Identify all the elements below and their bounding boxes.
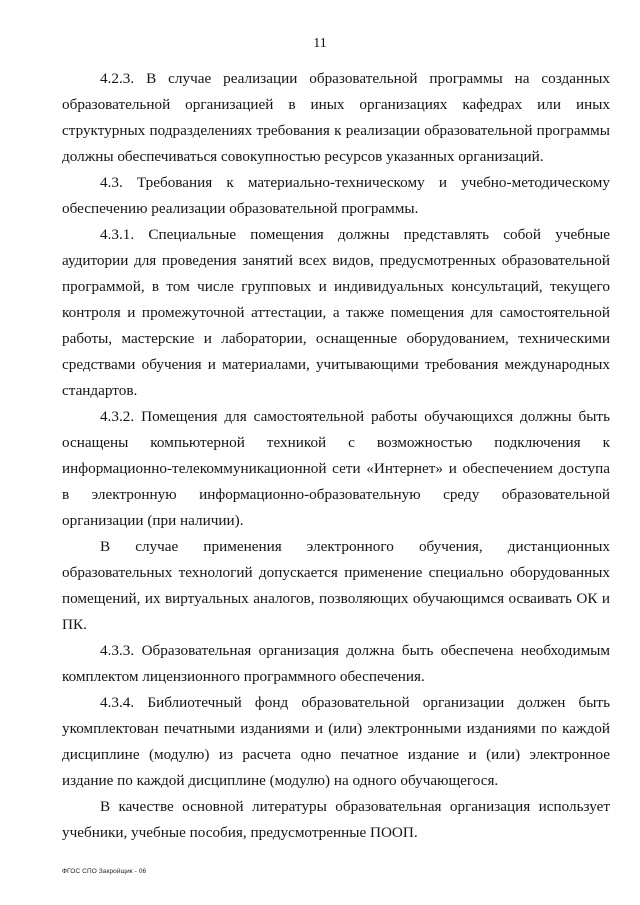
- paragraph-4-3-2: 4.3.2. Помещения для самостоятельной работы обучающихся должны быть оснащены компьютерной техникой с возможностью подключения к информационно-телекоммуникационной сети «Интернет» и обеспечением доступа в электронную информационно-образовательную среду образовательной организации (при наличии).: [62, 408, 610, 529]
- paragraph-4-3-3: 4.3.3. Образовательная организация должна быть обеспечена необходимым комплектом лицензионного программного обеспечения.: [62, 642, 610, 685]
- paragraph-4-2-3: 4.2.3. В случае реализации образовательной программы на созданных образовательной организацией в иных организациях кафедрах или иных структурных подразделениях требования к реализации образовательной программы должны обеспечиваться совокупностью ресурсов указанных организаций.: [62, 70, 610, 165]
- paragraph-electronic-learning: В случае применения электронного обучения, дистанционных образовательных технологий допускается применение специально оборудованных помещений, их виртуальных аналогов, позволяющих обучающимся осваивать ОК и ПК.: [62, 538, 610, 633]
- paragraph-main-literature: В качестве основной литературы образовательная организация использует учебники, учебные пособия, предусмотренные ПООП.: [62, 798, 610, 841]
- paragraph-4-3-1: 4.3.1. Специальные помещения должны представлять собой учебные аудитории для проведения занятий всех видов, предусмотренных образовательной программой, в том числе групповых и индивидуальных консультаций, текущего контроля и промежуточной аттестации, а также помещения для самостоятельной работы, мастерские и лаборатории, оснащенные оборудованием, техническими средствами обучения и материалами, учитывающими требования международных стандартов.: [62, 226, 610, 399]
- paragraph-4-3: 4.3. Требования к материально-техническому и учебно-методическому обеспечению реализации образовательной программы.: [62, 174, 610, 217]
- paragraph-4-3-4: 4.3.4. Библиотечный фонд образовательной организации должен быть укомплектован печатными изданиями и (или) электронными изданиями по каждой дисциплине (модулю) из расчета одно печатное издание и (или) электронное издание по каждой дисциплине (модулю) на одного обучающегося.: [62, 694, 610, 789]
- page-number: 11: [313, 36, 327, 51]
- document-body: [62, 66, 610, 846]
- page-footer: ФГОС СПО Закройщик - 06: [62, 868, 147, 875]
